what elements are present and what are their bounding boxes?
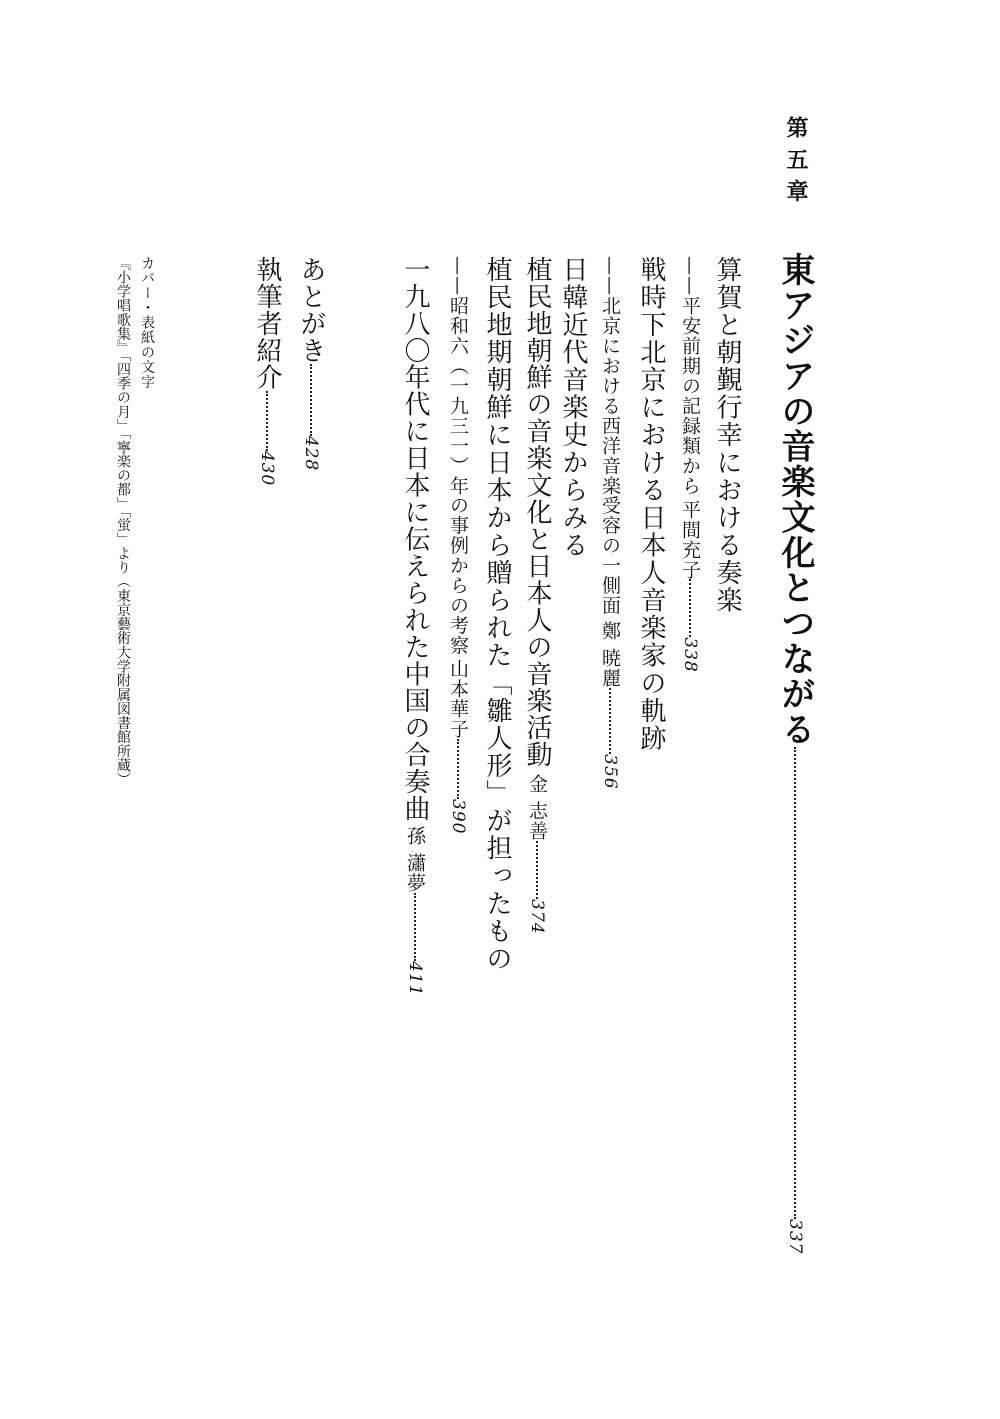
dot-leader xyxy=(457,739,459,799)
toc-entry-author: 山本華子 xyxy=(447,659,469,740)
dot-leader xyxy=(310,364,312,436)
toc-entry-author: 孫 瀟夢 xyxy=(404,826,426,894)
dot-leader xyxy=(266,391,268,451)
toc-afterword-page: 428 xyxy=(301,435,321,472)
chapter-title: 東アジアの音楽文化とつながる xyxy=(775,252,815,748)
toc-entry-page: 374 xyxy=(527,899,547,935)
toc-entry-title[interactable]: 戦時下北京における日本人音楽家の軌跡 xyxy=(636,256,666,753)
toc-afterword-title: あとがき xyxy=(296,256,326,364)
chapter-label: 第五章 xyxy=(783,116,808,212)
toc-entry-title[interactable]: 植民地期朝鮮に日本から贈られた「雛人形」が担ったもの xyxy=(482,256,512,973)
toc-entry-subtitle: ——北京における西洋音楽受容の一側面 xyxy=(599,256,621,616)
dot-leader xyxy=(794,747,796,1219)
cover-note-text: 『小学唱歌集』「四季の月」「寧楽の都」「蛍」より（東京藝術大学附属図書館所蔵） xyxy=(115,256,131,787)
toc-entry-subtitle: ——平安前期の記録類から xyxy=(679,256,701,496)
toc-entry-page: 338 xyxy=(680,637,700,673)
toc-entry-title[interactable]: 算賀と朝覲行幸における奏楽 xyxy=(712,256,742,615)
toc-entry-title[interactable]: 日韓近代音楽史からみる xyxy=(558,256,588,560)
toc-entry-title: 一九八〇年代に日本に伝えられた中国の合奏曲 xyxy=(400,256,430,823)
toc-entry-subtitle-line xyxy=(448,256,467,834)
toc-contributors-title: 執筆者紹介 xyxy=(252,256,282,391)
toc-entry-page: 411 xyxy=(405,961,425,997)
chapter-page-number: 337 xyxy=(785,1219,805,1255)
dot-leader xyxy=(689,579,691,637)
toc-entry-line[interactable] xyxy=(402,256,428,996)
dot-leader xyxy=(414,893,416,961)
toc-entry-subtitle: ——昭和六（一九三一）年の事例からの考察 xyxy=(447,256,469,656)
chapter-title-line[interactable] xyxy=(775,252,815,1255)
cover-note-heading: カバー・表紙の文字 xyxy=(139,256,155,390)
toc-entry-title-line[interactable] xyxy=(524,256,550,934)
toc-entry-author: 金 志善 xyxy=(526,774,548,842)
toc-entry-author: 平間充子 xyxy=(679,499,701,580)
toc-entry-title-cont: 植民地朝鮮の音楽文化と日本人の音楽活動 xyxy=(522,256,552,769)
toc-entry-page: 390 xyxy=(448,799,468,835)
toc-entry-subtitle-line xyxy=(680,256,699,673)
dot-leader xyxy=(609,688,611,754)
toc-afterword[interactable] xyxy=(298,256,324,471)
dot-leader xyxy=(536,841,538,899)
toc-entry-page: 356 xyxy=(600,754,620,790)
toc-entry-subtitle-line xyxy=(600,256,619,790)
toc-contributors-page: 430 xyxy=(257,450,277,487)
toc-entry-author: 鄭 暁麗 xyxy=(599,621,621,689)
toc-contributors[interactable] xyxy=(254,256,280,486)
